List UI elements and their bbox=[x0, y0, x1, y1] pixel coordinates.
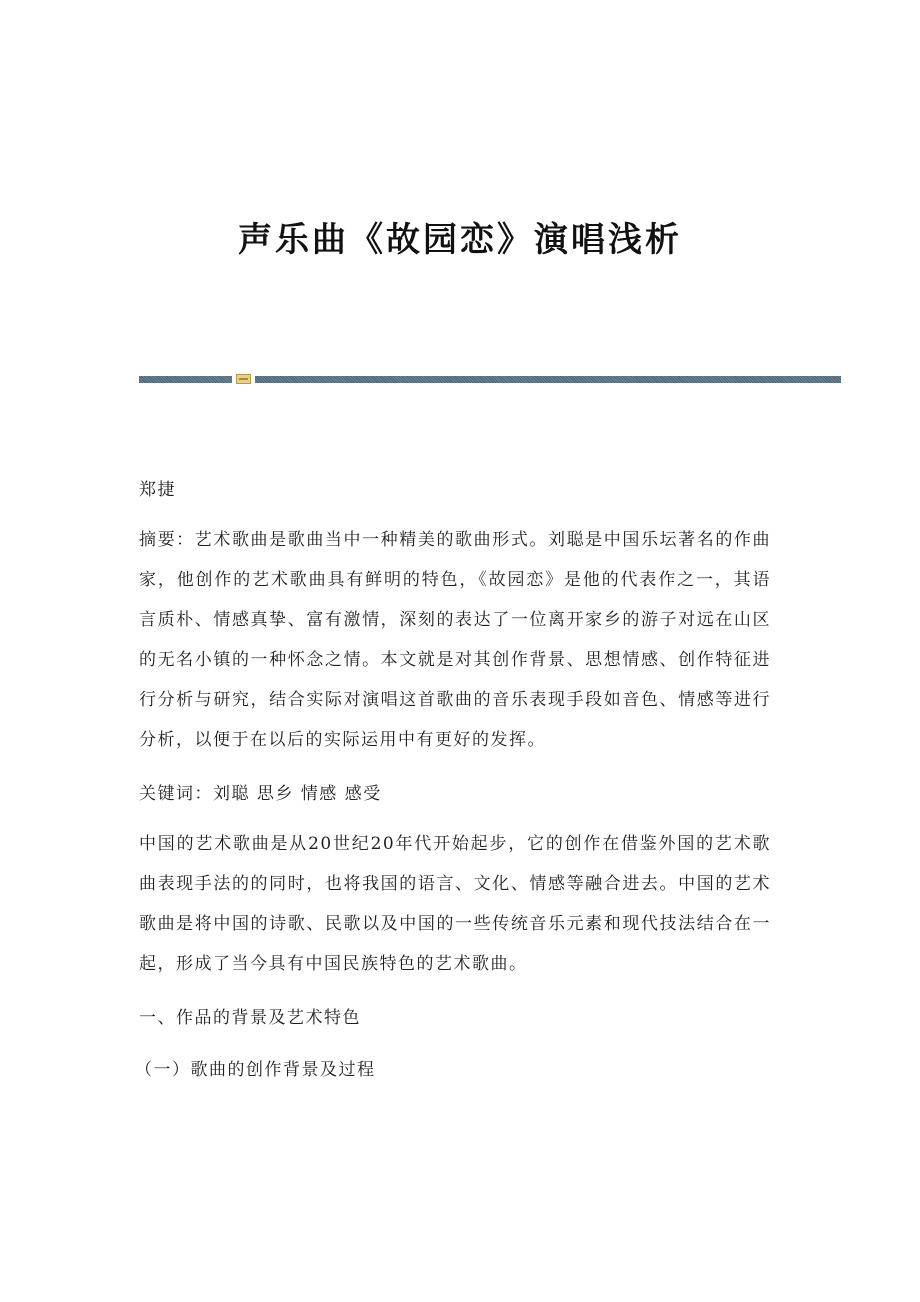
title-divider bbox=[139, 374, 841, 384]
document-body bbox=[135, 470, 771, 1104]
intro-paragraph: 中国的艺术歌曲是从20世纪20年代开始起步，它的创作在借鉴外国的艺术歌曲表现手法的的同时，也将我国的语言、文化、情感等融合进去。中国的艺术歌曲是将中国的诗歌、民歌以及中国的一些传统音乐元素和现代技法结合在一起，形成了当今具有中国民族特色的艺术歌曲。 bbox=[139, 834, 771, 974]
divider-bar-right bbox=[255, 376, 841, 383]
divider-bar-left bbox=[139, 376, 232, 383]
divider-ornament-icon bbox=[236, 374, 251, 384]
author-name: 郑捷 bbox=[139, 480, 176, 500]
keywords-line: 关键词：刘聪 思乡 情感 感受 bbox=[139, 784, 382, 804]
section-heading: 一、作品的背景及艺术特色 bbox=[139, 1008, 361, 1028]
abstract-paragraph: 摘要：艺术歌曲是歌曲当中一种精美的歌曲形式。刘聪是中国乐坛著名的作曲家，他创作的艺术歌曲具有鲜明的特色，《故园恋》是他的代表作之一，其语言质朴、情感真挚、富有激情，深刻的表达了一位离开家乡的游子对远在山区的无名小镇的一种怀念之情。本文就是对其创作背景、思想情感、创作特征进行分析与研究，结合实际对演唱这首歌曲的音乐表现手段如音色、情感等进行分析，以便于在以后的实际运用中有更好的发挥。 bbox=[139, 530, 771, 750]
subsection-heading: （一）歌曲的创作背景及过程 bbox=[135, 1060, 376, 1080]
document-title: 声乐曲《故园恋》演唱浅析 bbox=[238, 220, 682, 260]
